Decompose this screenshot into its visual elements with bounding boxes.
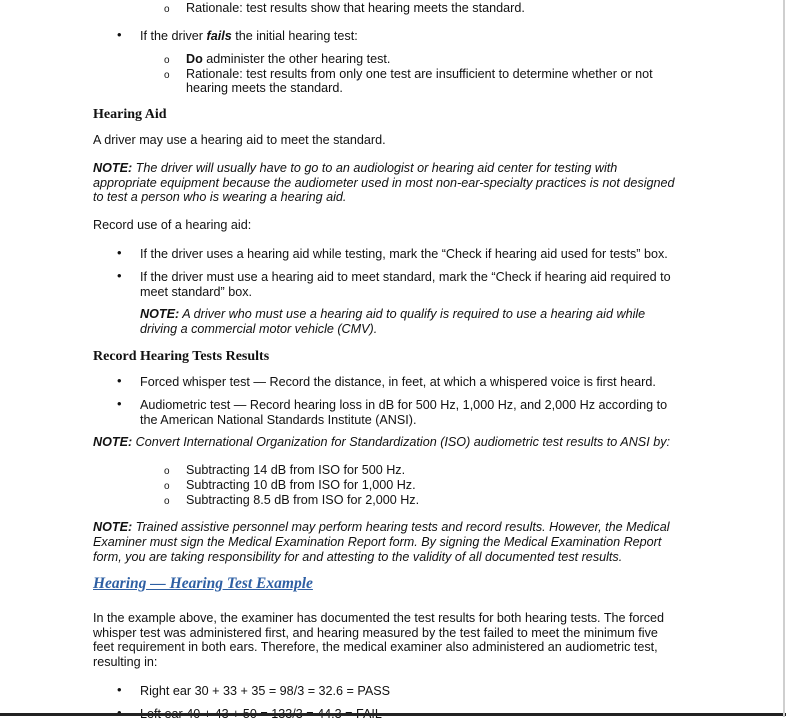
record-use-label: Record use of a hearing aid: — [93, 218, 252, 232]
conversion-item: Subtracting 14 dB from ISO for 500 Hz. — [186, 463, 406, 477]
whisper-test-bullet: Forced whisper test — Record the distance, in feet, at which a whispered voice is first heard. — [140, 375, 656, 389]
hearing-aid-bullet-2-line2: meet standard” box. — [140, 285, 253, 299]
rationale-pass-text: Rationale: test results show that hearing meets the standard. — [186, 1, 525, 15]
bullet: • — [117, 682, 122, 697]
sub-note-line: driving a commercial motor vehicle (CMV). — [140, 322, 378, 336]
page-bottom-border — [0, 713, 786, 716]
bullet: • — [117, 245, 122, 260]
fail-item-rationale-line2: hearing meets the standard. — [186, 81, 343, 95]
sub-bullet: o — [164, 481, 170, 492]
personnel-note-line: NOTE: Trained assistive personnel may perform hearing tests and record results. However, the Medical — [93, 520, 670, 534]
bullet: • — [117, 373, 122, 388]
sub-note-line: NOTE: A driver who must use a hearing aid to qualify is required to use a hearing aid while — [140, 307, 646, 321]
personnel-note-line: form, you are taking responsibility for and attesting to the validity of all documented test results. — [93, 550, 623, 564]
sub-bullet: o — [164, 70, 170, 81]
fail-item-do: Do administer the other hearing test. — [186, 52, 391, 66]
iso-note: NOTE: Convert International Organization for Standardization (ISO) audiometric test results to ANSI by: — [93, 435, 671, 449]
hearing-aid-bullet-1: If the driver uses a hearing aid while testing, mark the “Check if hearing aid used for tests” box. — [140, 247, 668, 261]
fail-item-rationale-line1: Rationale: test results from only one test are insufficient to determine whether or not — [186, 67, 653, 81]
section-heading-hearing-aid: Hearing Aid — [93, 107, 167, 122]
section-heading-record-results: Record Hearing Tests Results — [93, 349, 270, 364]
example-para-line: whisper test was administered first, and hearing measured by the test failed to meet the minimum five — [93, 626, 658, 640]
example-para-line: resulting in: — [93, 655, 158, 669]
fails-line: If the driver fails the initial hearing test: — [140, 29, 358, 43]
sub-bullet: o — [164, 496, 170, 507]
hearing-aid-intro: A driver may use a hearing aid to meet the standard. — [93, 133, 386, 147]
conversion-item: Subtracting 10 dB from ISO for 1,000 Hz. — [186, 478, 416, 492]
note-line: appropriate equipment because the audiometer used in most non-ear-specialty practices is not designed — [93, 176, 675, 190]
hearing-aid-bullet-2-line1: If the driver must use a hearing aid to meet standard, mark the “Check if hearing aid required to — [140, 270, 671, 284]
bullet: • — [117, 268, 122, 283]
right-ear-result: Right ear 30 + 33 + 35 = 98/3 = 32.6 = PASS — [140, 684, 391, 698]
bullet: • — [117, 27, 122, 42]
personnel-note-line: Examiner must sign the Medical Examination Report form. By signing the Medical Examination Report — [93, 535, 662, 549]
note-line: NOTE: The driver will usually have to go to an audiologist or hearing aid center for testing with — [93, 161, 618, 175]
note-line: to test a person who is wearing a hearing aid. — [93, 190, 347, 204]
bullet: • — [117, 396, 122, 411]
sub-bullet: o — [164, 4, 170, 15]
sub-bullet: o — [164, 55, 170, 66]
conversion-item: Subtracting 8.5 dB from ISO for 2,000 Hz. — [186, 493, 420, 507]
example-heading-link[interactable]: Hearing — Hearing Test Example — [93, 575, 313, 592]
audiometric-bullet-line2: the American National Standards Institute (ANSI). — [140, 413, 417, 427]
example-para-line: In the example above, the examiner has documented the test results for both hearing tests. The forced — [93, 611, 665, 625]
example-para-line: feet requirement in both ears. Therefore, the medical examiner also administered an audiometric test, — [93, 640, 658, 654]
sub-bullet: o — [164, 466, 170, 477]
page-right-edge — [783, 0, 785, 717]
audiometric-bullet-line1: Audiometric test — Record hearing loss in dB for 500 Hz, 1,000 Hz, and 2,000 Hz according to — [140, 398, 668, 412]
